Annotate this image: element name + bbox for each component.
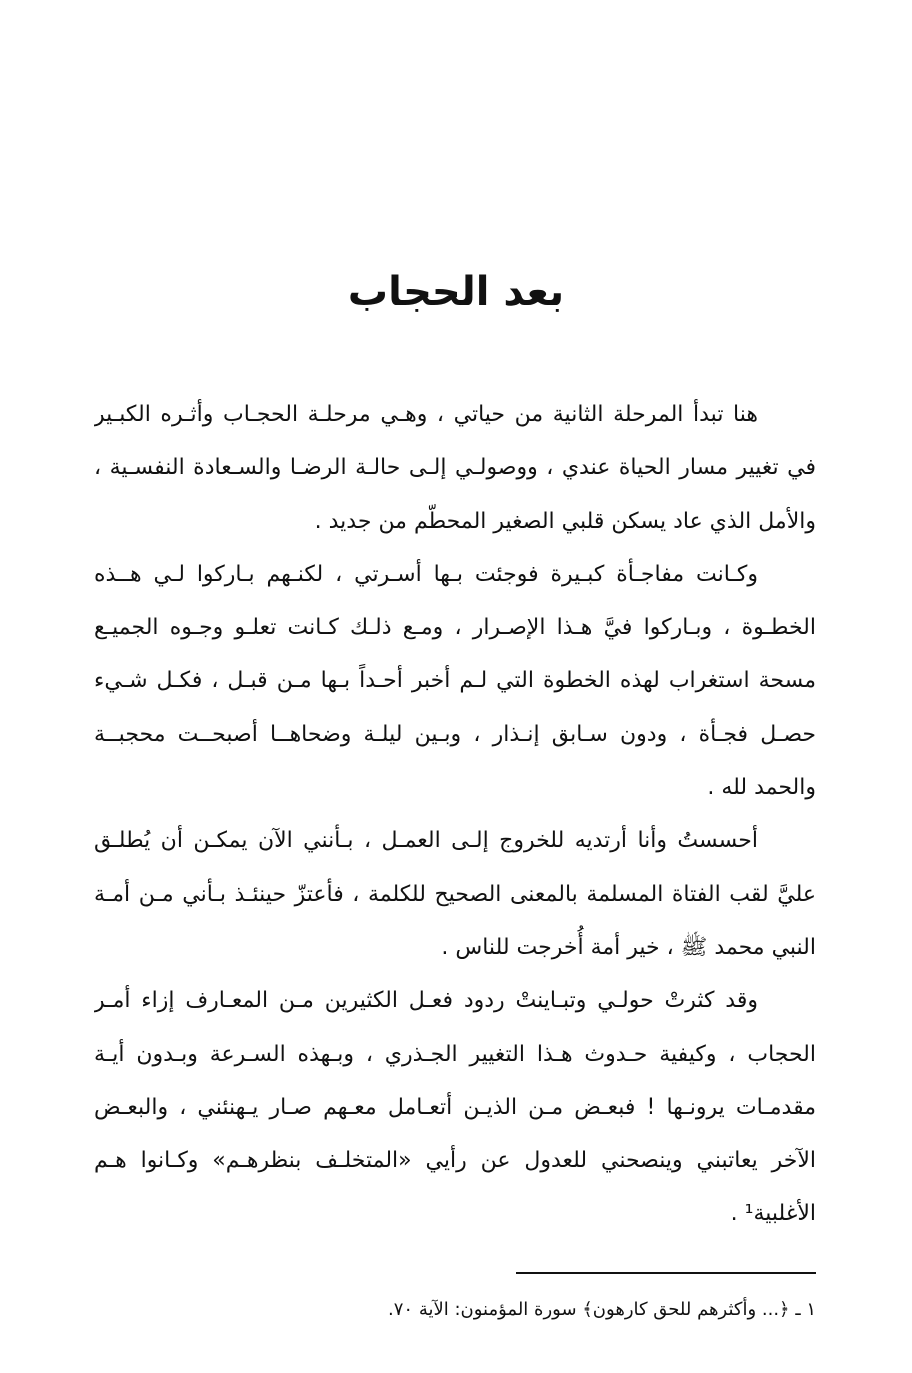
paragraph-4-line-1: وقد كثرتْ حولـي وتبـاينتْ ردود فعـل الكثيرين مـن المعـارف إزاء أمـر xyxy=(94,988,758,1014)
paragraph-3-line-1: أحسستُ وأنا أرتديه للخروج إلـى العمـل ، بـأنني الآن يمكـن أن يُطلـق xyxy=(94,828,758,854)
paragraph-1-line-3: والأمل الذي عاد يسكن قلبي الصغير المحطّم من جديد . xyxy=(314,508,816,534)
chapter-body xyxy=(94,388,816,1241)
paragraph-2-line-1: وكـانت مفاجـأة كبـيرة فوجئت بـها أسـرتي ، لكنـهم بـاركوا لـي هــذه xyxy=(94,561,758,587)
footnote-divider xyxy=(516,1272,816,1274)
paragraph-1-line-1: هنا تبدأ المرحلة الثانية من حياتي ، وهـي مرحلـة الحجـاب وأثـره الكبـير xyxy=(94,402,758,427)
paragraph-4-line-2: الحجاب ، وكيفية حـدوث هـذا التغيير الجـذري ، وبـهذه السـرعة وبـدون أيـة xyxy=(94,1041,816,1067)
paragraph-1-line-2: في تغيير مسار الحياة عندي ، ووصولـي إلـى حالـة الرضـا والسـعادة النفسـية ، xyxy=(94,455,816,481)
paragraph-2-line-4: حصـل فجـأة ، ودون سـابق إنـذار ، وبـين ليلـة وضحاهــا أصبحــت محجبــة xyxy=(94,721,816,747)
paragraph-3-line-3: النبي محمد ﷺ ، خير أمة أُخرجت للناس . xyxy=(441,934,816,960)
footnote: ١ ـ ﴿... وأكثرهم للحق كارهون﴾ سورة المؤمنون: الآية ٧٠. xyxy=(388,1299,816,1320)
paragraph-2-line-5: والحمد لله . xyxy=(707,775,816,801)
chapter-title: بعد الحجاب xyxy=(347,269,565,315)
paragraph-4-line-3: مقدمـات يرونـها ! فبعـض مـن الذيـن أتعـامل معـهم صـار يـهنئني ، والبعـض xyxy=(94,1094,816,1120)
paragraph-4-line-4: الآخر يعاتبني وينصحني للعدول عن رأيي «المتخلـف بنظرهـم» وكـانوا هـم xyxy=(94,1148,816,1174)
paragraph-4-line-5: الأغلبية¹ . xyxy=(730,1201,816,1227)
paragraph-2-line-3: مسحة استغراب لهذه الخطوة التي لـم أخبر أحـداً بـها مـن قبـل ، فكـل شـيء xyxy=(94,668,816,694)
paragraph-2-line-2: الخطـوة ، وبـاركوا فيَّ هـذا الإصـرار ، ومـع ذلـك كـانت تعلـو وجـوه الجميـع xyxy=(94,615,816,641)
paragraph-3-line-2: عليَّ لقب الفتاة المسلمة بالمعنى الصحيح للكلمة ، فأعتزّ حينئـذ بـأني مـن أمـة xyxy=(94,881,816,907)
